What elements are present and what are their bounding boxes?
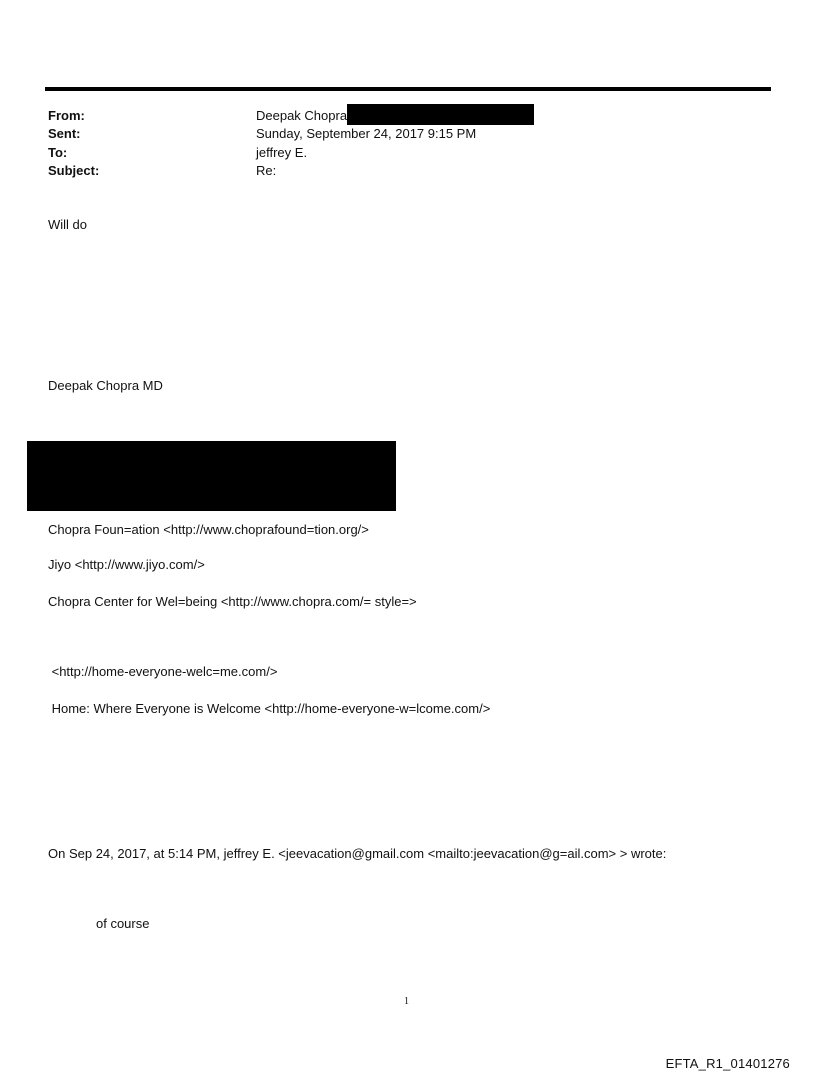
sent-label: Sent:: [48, 126, 81, 141]
document-id: EFTA_R1_01401276: [665, 1056, 790, 1071]
signature-link[interactable]: Chopra Foun=ation <http://www.choprafound=tion.org/>: [48, 522, 369, 537]
to-label: To:: [48, 145, 68, 160]
subject-label: Subject:: [48, 163, 100, 178]
signature-name: Deepak Chopra MD: [48, 378, 163, 393]
from-value: Deepak Chopra: [256, 108, 348, 123]
signature-link[interactable]: Home: Where Everyone is Welcome <http://home-everyone-w=lcome.com/>: [48, 701, 491, 716]
from-label: From:: [48, 108, 85, 123]
quote-header: On Sep 24, 2017, at 5:14 PM, jeffrey E. <jeevacation@gmail.com <mailto:jeevacation@g=ail.com> > wrote:: [48, 846, 667, 861]
signature-link[interactable]: <http://home-everyone-welc=me.com/>: [48, 664, 278, 679]
quoted-text: of course: [96, 916, 150, 931]
redaction-block: [27, 441, 396, 511]
page-number: 1: [404, 996, 409, 1007]
subject-value: Re:: [256, 163, 277, 178]
header-divider: [45, 87, 771, 91]
redaction-bar: [347, 104, 534, 125]
signature-link[interactable]: Chopra Center for Wel=being <http://www.chopra.com/= style=>: [48, 594, 417, 609]
reply-text: Will do: [48, 217, 88, 232]
to-value: jeffrey E.: [256, 145, 308, 160]
sent-value: Sunday, September 24, 2017 9:15 PM: [256, 126, 477, 141]
signature-link[interactable]: Jiyo <http://www.jiyo.com/>: [48, 557, 205, 572]
